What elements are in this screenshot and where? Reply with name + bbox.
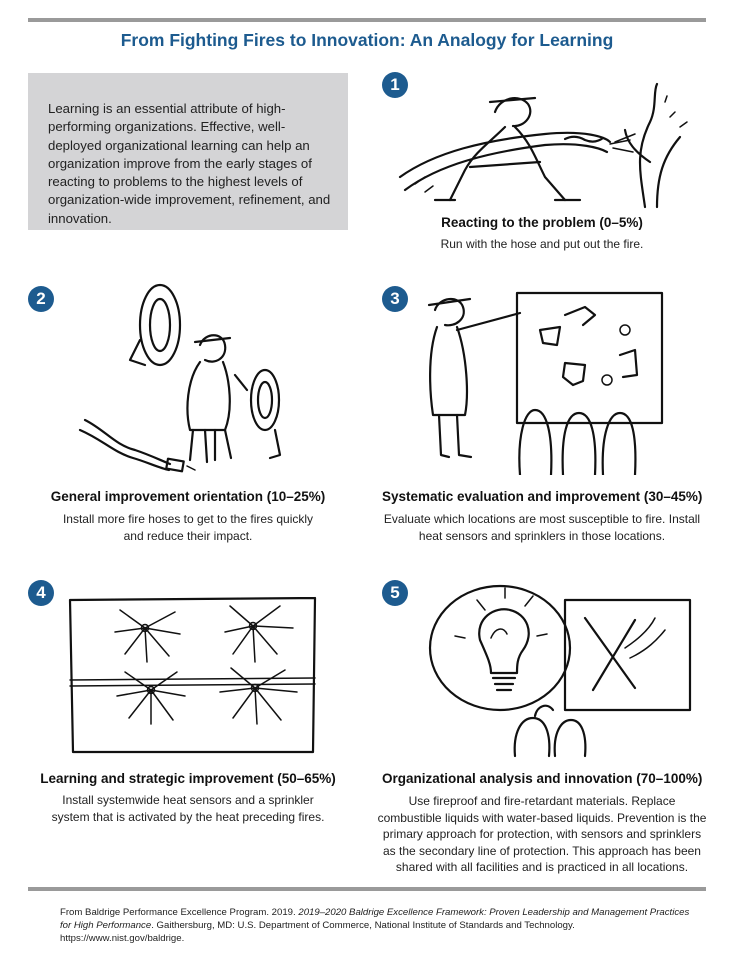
source-prefix: From Baldrige Performance Excellence Program. 2019.: [60, 907, 299, 918]
step-2-badge: 2: [28, 286, 54, 312]
step-3-title: Systematic evaluation and improvement (30–45%): [382, 489, 703, 504]
firefighter-with-hose-reels-sketch: [75, 280, 305, 480]
step-5-description: Use fireproof and fire-retardant materials. Replace combustible liquids with water-based liquids. Prevention is the primary approach for protection, with sensors and sprinklers as the secondary line of protection. This approach has been shared with all facilities and is practiced in all locations.: [377, 794, 707, 874]
lightbulb-idea-sketch: [415, 578, 695, 758]
step-3-description: Evaluate which locations are most susceptible to fire. Install heat sensors and sprinklers in those locations.: [383, 512, 701, 543]
step-1-description: Run with the hose and put out the fire.: [440, 237, 644, 251]
page-title: From Fighting Fires to Innovation: An Analogy for Learning: [120, 30, 614, 50]
source-citation: [60, 906, 700, 945]
step-2-description: Install more fire hoses to get to the fires quickly and reduce their impact.: [62, 512, 314, 543]
top-rule: [28, 18, 706, 22]
step-3-badge: 3: [382, 286, 408, 312]
source-suffix: . Gaithersburg, MD: U.S. Department of Commerce, National Institute of Standards and Technology. https://www.nist.gov/baldrige.: [60, 920, 575, 944]
step-5-title: Organizational analysis and innovation (70–100%): [382, 771, 703, 786]
step-1-title: Reacting to the problem (0–5%): [441, 215, 643, 230]
step-4-title: Learning and strategic improvement (50–65%): [40, 771, 336, 786]
firefighter-with-hose-sketch: [395, 82, 695, 212]
source-title: 2019–2020 Baldrige Excellence Framework: Proven Leadership and Management Practices for High Performance: [60, 907, 690, 931]
step-4-badge: 4: [28, 580, 54, 606]
step-1-badge: 1: [382, 72, 408, 98]
bottom-rule: [28, 887, 706, 891]
step-4-description: Install systemwide heat sensors and a sprinkler system that is activated by the heat preceding fires.: [51, 793, 325, 824]
step-5-badge: 5: [382, 580, 408, 606]
presenter-at-board-sketch: [425, 285, 670, 475]
intro-box: Learning is an essential attribute of high-performing organizations. Effective, well-deployed organizational learning can help an organization improve from the early stages of reacting to problems to the highest levels of organization-wide improvement, refinement, and innovation.: [28, 73, 348, 230]
sprinkler-grid-sketch: [65, 592, 320, 757]
step-2-title: General improvement orientation (10–25%): [50, 489, 326, 504]
